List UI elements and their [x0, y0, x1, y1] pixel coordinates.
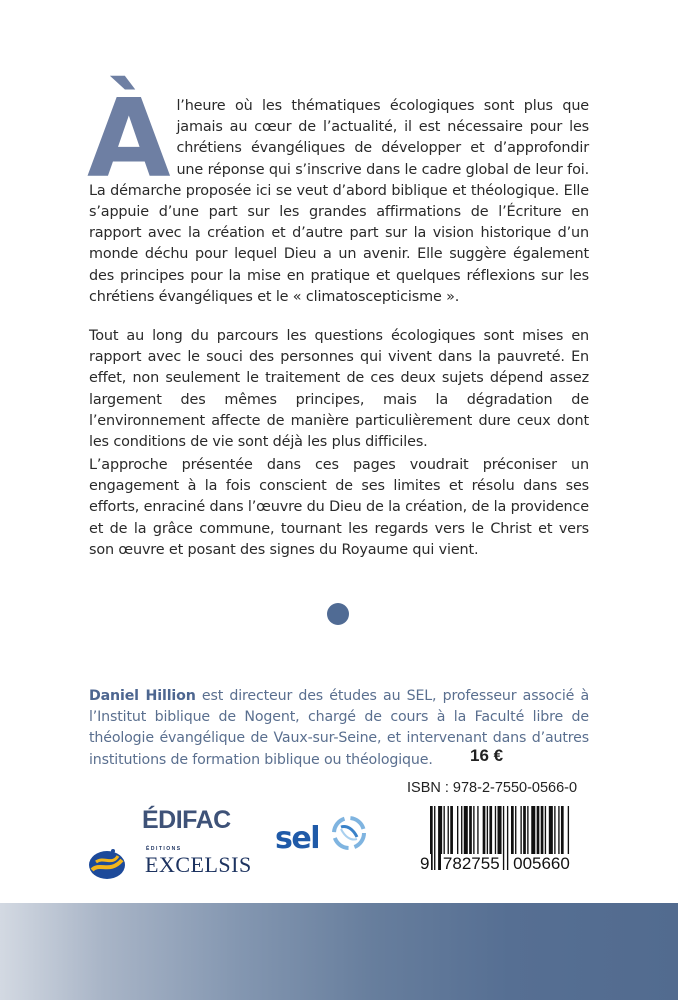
separator-dot [327, 603, 349, 625]
excelsis-logo [88, 846, 252, 882]
author-name: Daniel Hillion [89, 688, 196, 704]
excelsis-subtitle: ÉDITIONS [146, 846, 182, 852]
isbn: ISBN : 978-2-7550-0566-0 [407, 780, 578, 796]
sel-hands-icon [331, 815, 367, 851]
author-bio [89, 686, 589, 771]
author-bio-text: est directeur des études au SEL, professeur associé à l’Institut biblique de Nogent, chargé de cours à la Faculté libre de théologie évangélique de Vaux-sur-Seine, et intervenant dans d’autres institutions de formation biblique ou théologique. [89, 688, 589, 768]
sel-logo [275, 815, 370, 865]
bottom-gradient-band [0, 903, 678, 1000]
edifac-logo: ÉDIFAC [142, 806, 231, 834]
excelsis-wordmark: EXCELSIS [145, 852, 252, 877]
sel-wordmark: sel [275, 821, 319, 856]
price: 16 € [470, 746, 504, 765]
paragraph-intro [87, 77, 589, 308]
paragraph-approach: L’approche présentée dans ces pages voudrait préconiser un engagement à la fois conscient de ses limites et résolu dans ses efforts, enraciné dans l’œuvre du Dieu de la création, de la providence et de la grâce commune, tournant les regards vers le Christ et vers son œuvre et posant des signes du Royaume qui vient. [89, 457, 589, 558]
barcode-digits [418, 854, 572, 874]
excelsis-emblem-icon [88, 848, 126, 880]
barcode-right-group: 005660 [513, 854, 570, 873]
paragraph-poverty: Tout au long du parcours les questions écologiques sont mises en rapport avec le souci des personnes qui vivent dans la pauvreté. En effet, non seulement le traitement de ces deux sujets dépend assez largement des mêmes principes, mais la dégradation de l’environnement affecte de manière particulièrement dure ceux dont les conditions de vie sont déjà les plus difficiles. [89, 328, 589, 451]
paragraph-intro-text: l’heure où les thématiques écologiques sont plus que jamais au cœur de l’actualité, il est nécessaire pour les chrétiens évangéliques de développer et d’approfondir une réponse qui s’inscrive dans le cadre global de leur foi. La démarche proposée ici se veut d’abord biblique et théologique. Elle s’appuie d’une part sur les grandes affirmations de l’Écriture en rapport avec la création et d’autre part sur la vision historique d’un monde déchu pour lequel Dieu a un avenir. Elle suggère également des principes pour la mise en pratique et quelques réflexions sur les chrétiens évangéliques et le « climatoscepticisme ». [89, 98, 589, 305]
barcode-first-digit: 9 [420, 854, 430, 873]
dropcap-letter: À [87, 77, 171, 202]
barcode-left-group: 782755 [442, 854, 500, 873]
